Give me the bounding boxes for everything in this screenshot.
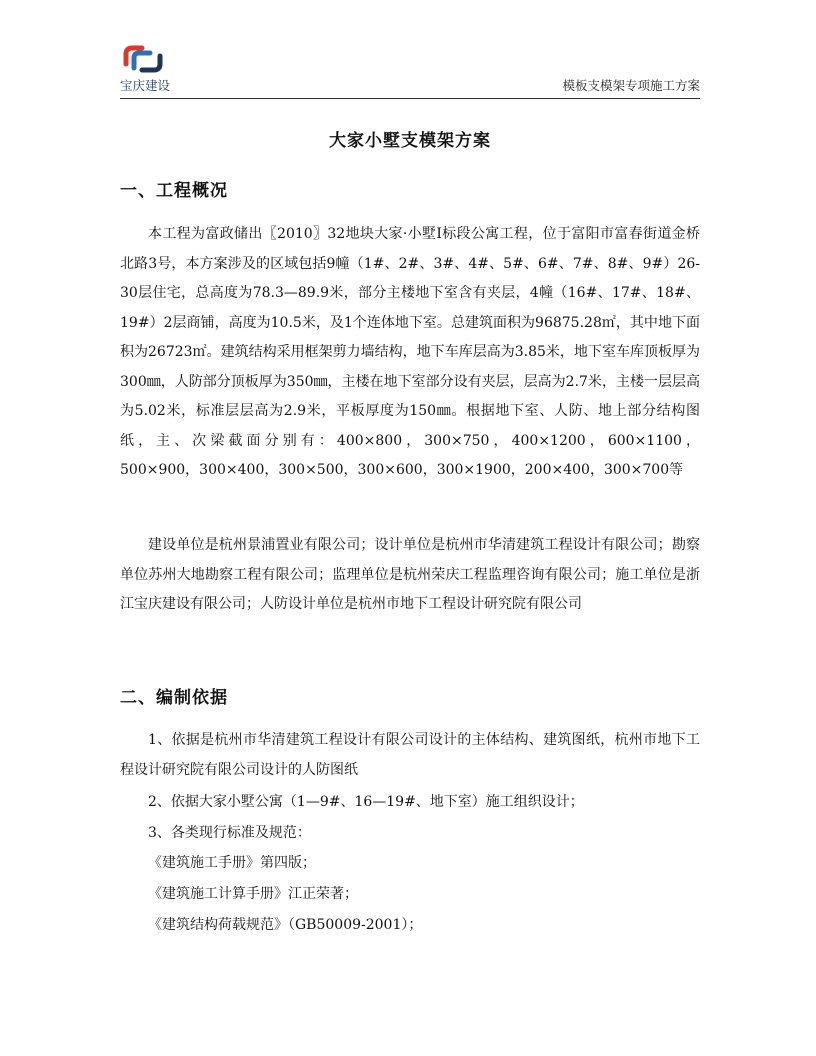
header-divider [120, 98, 700, 99]
basis-item-1: 1、依据是杭州市华清建筑工程设计有限公司设计的主体结构、建筑图纸，杭州市地下工程设计研究院有限公司设计的人防图纸 [120, 732, 700, 778]
basis-item-3: 3、各类现行标准及规范： [148, 825, 311, 841]
units-paragraph: 建设单位是杭州景浦置业有限公司；设计单位是杭州市华清建筑工程设计有限公司；勘察单位苏州大地勘察工程有限公司；监理单位是杭州荣庆工程监理咨询有限公司；施工单位是浙江宝庆建设有限公司；人防设计单位是杭州市地下工程设计研究院有限公司 [120, 537, 700, 612]
company-logo-icon [120, 44, 166, 74]
document-type: 模板支模架专项施工方案 [562, 78, 700, 93]
section-heading-basis: 二、编制依据 [120, 688, 228, 708]
reference-item: 《建筑结构荷载规范》（GB50009-2001）； [148, 917, 423, 933]
section-heading-overview: 一、工程概况 [120, 181, 228, 201]
company-name: 宝庆建设 [120, 78, 171, 93]
page-header [120, 44, 700, 102]
reference-item: 《建筑施工计算手册》江正荣著； [148, 886, 358, 902]
overview-paragraph: 本工程为富政储出〖2010〗32地块大家·小墅Ⅰ标段公寓工程，位于富阳市富春街道金桥北路3号，本方案涉及的区域包括9幢（1#、2#、3#、4#、5#、6#、7#、8#、9#）26-30层住宅，总高度为78.3—89.9米，部分主楼地下室含有夹层，4幢（16#、17#、18#、19#）2层商铺，高度为10.5米，及1个连体地下室。总建筑面积为96875.28㎡，其中地下面积为26723㎡。建筑结构采用框架剪力墙结构，地下车库层高为3.85米，地下室车库顶板厚为300㎜，人防部分顶板厚为350㎜，主楼在地下室部分设有夹层，层高为2.7米，主楼一层层高为5.02米，标准层层高为2.9米，平板厚度为150㎜。根据地下室、人防、地上部分结构图纸，主、次梁截面分别有：400×800，300×750，400×1200，600×1100，500×900，300×400，300×500，300×600，300×1900，200×400，300×700等 [120, 226, 700, 478]
document-title: 大家小墅支模架方案 [329, 131, 491, 151]
basis-item-2: 2、依据大家小墅公寓（1—9#、16—19#、地下室）施工组织设计； [148, 794, 584, 810]
reference-item: 《建筑施工手册》第四版； [148, 855, 316, 871]
